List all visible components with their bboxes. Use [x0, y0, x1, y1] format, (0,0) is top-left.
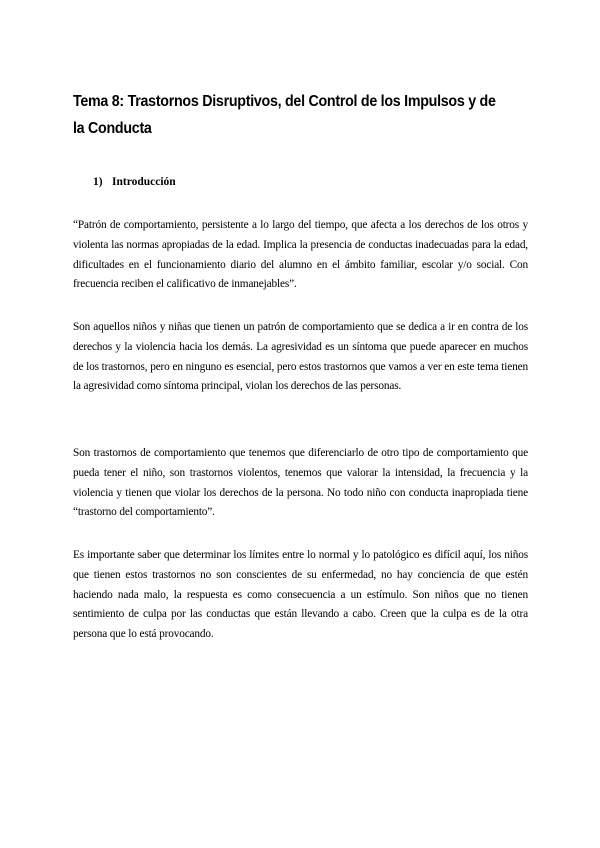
section-heading [93, 173, 176, 191]
paragraph-differentiation: Son trastornos de comportamiento que tenemos que diferenciarlo de otro tipo de comportamiento que pueda tener el niño, son trastornos violentos, tenemos que valorar la intensidad, la frecuencia y la violencia y tienen que violar los derechos de la persona. No todo niño con conducta inapropiada tiene “trastorno del comportamiento”. [73, 447, 528, 519]
paragraph-definition: “Patrón de comportamiento, persistente a lo largo del tiempo, que afecta a los derechos de los otros y violenta las normas apropiadas de la edad. Implica la presencia de conductas inadecuadas para la edad, dificultades en el funcionamiento diario del alumno en el ámbito familiar, escolar y/o social. Con frecuencia reciben el calificativo de inmanejables”. [73, 219, 528, 291]
document-title: Tema 8: Trastornos Disruptivos, del Control de los Impulsos y de la Conducta [73, 93, 496, 137]
paragraph-description: Son aquellos niños y niñas que tienen un patrón de comportamiento que se dedica a ir en contra de los derechos y la violencia hacia los demás. La agresividad es un síntoma que puede aparecer en muchos de los trastornos, pero en ninguno es esencial, pero estos trastornos que vamos a ver en este tema tienen la agresividad como síntoma principal, violan los derechos de las personas. [73, 321, 528, 393]
paragraph-limits: Es importante saber que determinar los límites entre lo normal y lo patológico es difícil aquí, los niños que tienen estos trastornos no son conscientes de su enfermedad, no hay conciencia de que estén haciendo nada malo, la respuesta es como consecuencia a un estímulo. Son niños que no tienen sentimiento de culpa por las conductas que están llevando a cabo. Creen que la culpa es de la otra persona que lo está provocando. [73, 549, 528, 641]
section-heading-text: Introducción [112, 176, 176, 188]
section-number: 1) [93, 176, 103, 188]
